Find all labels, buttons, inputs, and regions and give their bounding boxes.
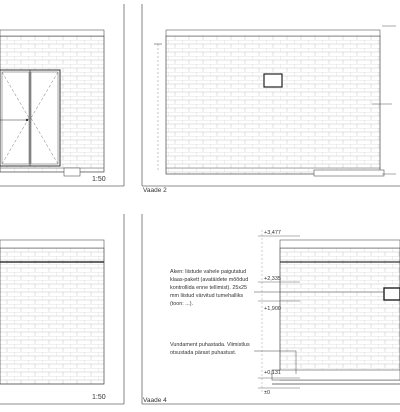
view-2-wall <box>166 30 384 176</box>
view-4-wall <box>272 240 400 384</box>
view-3-scale: 1:50 <box>92 394 106 401</box>
note-line: Vundament puhastada. Viimistlus <box>170 342 250 348</box>
view-2-window <box>264 74 282 87</box>
view-4-level-labels <box>264 230 281 396</box>
view-2-label: Vaade 2 <box>143 187 167 194</box>
note-line: mm liistud värvitud tumehalliks <box>170 293 244 299</box>
view-4-window <box>384 288 400 300</box>
level-label: ±0 <box>264 390 271 396</box>
view-3-wall <box>0 240 104 384</box>
note-line: (toon: ...). <box>170 301 194 307</box>
note-line: klaas-pakett (avatäidete mõõdud <box>170 277 249 283</box>
level-label: +2,335 <box>264 276 281 282</box>
level-label: +1,900 <box>264 306 281 312</box>
view-4-label: Vaade 4 <box>143 397 167 404</box>
note-line: kontrollida enne tellimist). 25x25 <box>170 285 248 291</box>
double-door <box>0 70 60 166</box>
note-line: otsustada pärast puhastust. <box>170 350 237 356</box>
note-line: Aken: liistude vahele paigutatud <box>170 269 247 275</box>
level-label: +3,477 <box>264 230 281 236</box>
level-label: +0,131 <box>264 370 281 376</box>
view-1-scale: 1:50 <box>92 176 106 183</box>
